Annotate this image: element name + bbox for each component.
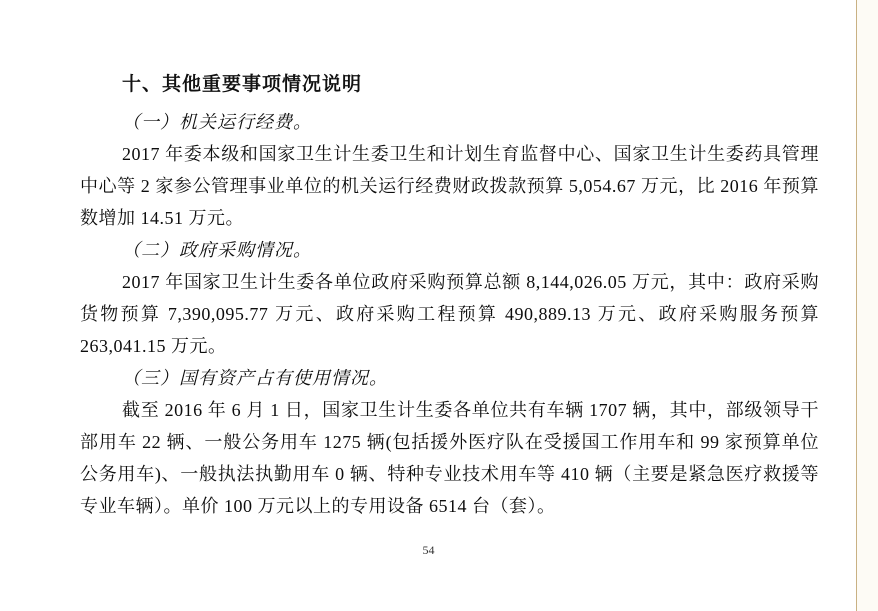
page-number: 54 <box>422 543 435 557</box>
subsection-title: （一）机关运行经费。 <box>122 112 312 132</box>
section-heading: 十、其他重要事项情况说明 <box>122 74 363 95</box>
paragraph: 2017 年国家卫生计生委各单位政府采购预算总额 8,144,026.05 万元，其中：政府采购货物预算 7,390,095.77 万元、政府采购工程预算 490,889.13 万元、政府采购服务预算 263,041.15 万元。 <box>80 272 819 356</box>
paragraph: 2017 年委本级和国家卫生计生委卫生和计划生育监督中心、国家卫生计生委药具管理中心等 2 家参公管理事业单位的机关运行经费财政拨款预算 5,054.67 万元，比 2016 年预算数增加 14.51 万元。 <box>80 144 819 228</box>
subsection-title: （三）国有资产占有使用情况。 <box>122 368 388 388</box>
paragraph: 截至 2016 年 6 月 1 日，国家卫生计生委各单位共有车辆 1707 辆，其中，部级领导干部用车 22 辆、一般公务用车 1275 辆(包括援外医疗队在受援国工作用车和 99 家预算单位公务用车)、一般执法执勤用车 0 辆、特种专业技术用车等 410 辆（主要是紧急医疗救援等专业车辆）。单价 100 万元以上的专用设备 6514 台（套）。 <box>80 400 819 516</box>
subsection-title: （二）政府采购情况。 <box>122 240 312 260</box>
document-content <box>80 69 819 522</box>
section-agency-operating-funds <box>80 106 819 234</box>
section-state-assets <box>80 362 819 522</box>
section-government-procurement <box>80 234 819 362</box>
page-edge <box>856 0 878 611</box>
